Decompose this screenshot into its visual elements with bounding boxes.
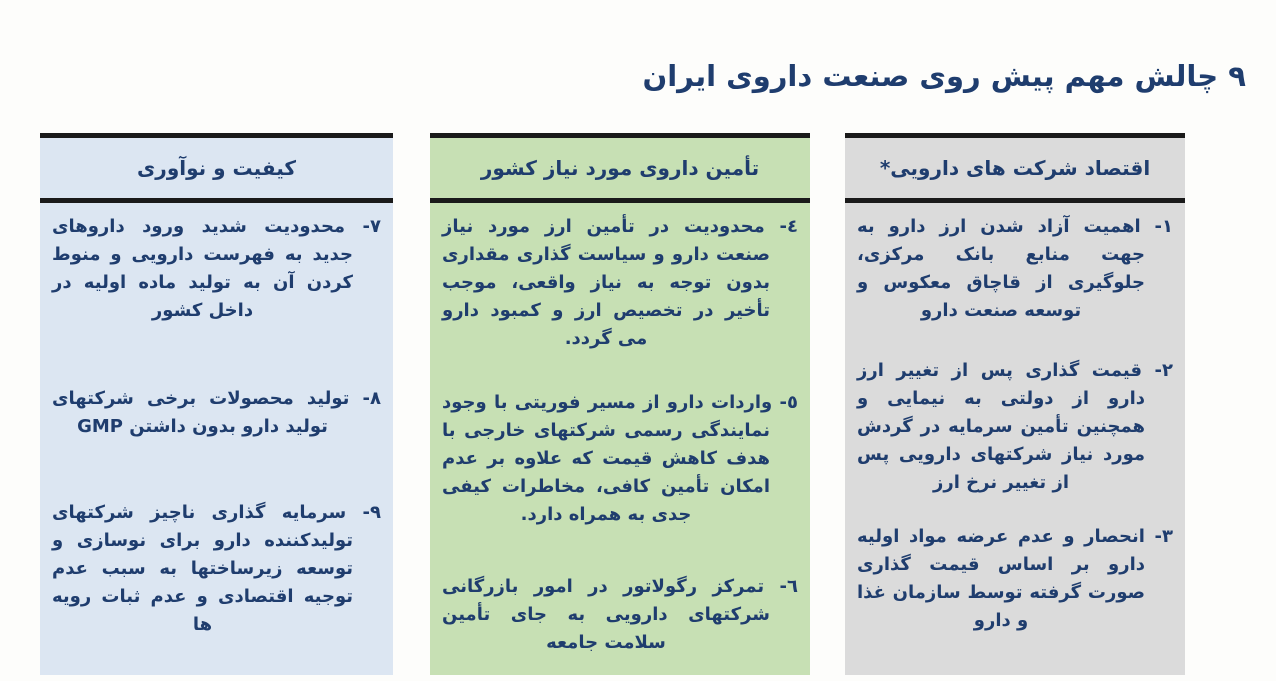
column-economy bbox=[845, 133, 1185, 675]
challenge-item-6: ٦- تمرکز رگولاتور در امور بازرگانی شرکتهای دارویی به جای تأمین سلامت جامعه bbox=[442, 576, 798, 653]
challenge-item-2: ۲- قیمت گذاری پس از تغییر ارز دارو از دولتی به نیمایی و همچنین تأمین سرمایه در گردش مورد نیاز شرکتهای دارویی پس از تغییر نرخ ارز bbox=[857, 360, 1173, 493]
column-supply-header bbox=[430, 138, 810, 203]
challenge-item-9: ۹- سرمایه گذاری ناچیز شرکتهای تولیدکننده دارو برای نوسازی و توسعه زیرساختها به سبب عدم توجیه اقتصادی و عدم ثبات رویه ها bbox=[52, 502, 381, 635]
challenge-item-1: ۱- اهمیت آزاد شدن ارز دارو به جهت منابع بانک مرکزی، جلوگیری از قاچاق معکوس و توسعه صنعت دارو bbox=[857, 216, 1173, 321]
column-quality bbox=[40, 133, 393, 675]
challenge-item-5: ٥- واردات دارو از مسیر فوریتی با وجود نمایندگی رسمی شرکتهای خارجی با هدف کاهش قیمت که علاوه بر عدم امکان تأمین کافی، مخاطرات کیفی جدی به همراه دارد. bbox=[442, 392, 798, 525]
column-supply bbox=[430, 133, 810, 675]
column-economy-body bbox=[845, 203, 1185, 675]
challenge-item-7: ۷- محدودیت شدید ورود داروهای جدید به فهرست دارویی و منوط کردن آن به تولید ماده اولیه در داخل کشور bbox=[52, 216, 381, 321]
page-title: ۹ چالش مهم پیش روی صنعت داروی ایران bbox=[642, 59, 1246, 94]
column-quality-body bbox=[40, 203, 393, 675]
column-economy-header-label: اقتصاد شرکت های دارویی* bbox=[879, 156, 1151, 180]
column-economy-header bbox=[845, 138, 1185, 203]
challenge-item-8: ۸- تولید محصولات برخی شرکتهای تولید دارو بدون داشتن GMP bbox=[52, 388, 381, 437]
column-quality-header bbox=[40, 138, 393, 203]
column-supply-body bbox=[430, 203, 810, 675]
column-supply-header-label: تأمین داروی مورد نیاز کشور bbox=[480, 156, 760, 180]
challenge-item-3: ۳- انحصار و عدم عرضه مواد اولیه دارو بر اساس قیمت گذاری صورت گرفته توسط سازمان غذا و دارو bbox=[857, 526, 1173, 631]
column-quality-header-label: کیفیت و نوآوری bbox=[136, 156, 297, 180]
challenge-item-4: ٤- محدودیت در تأمین ارز مورد نیاز صنعت دارو و سیاست گذاری مقداری بدون توجه به نیاز واقعی، موجب تأخیر در تخصیص ارز و کمبود دارو می گردد. bbox=[442, 216, 798, 349]
